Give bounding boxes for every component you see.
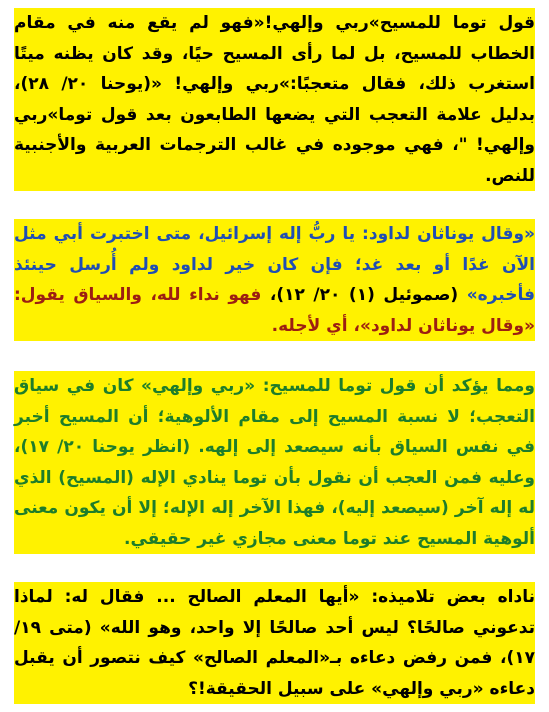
paragraph-jonathan-david xyxy=(14,219,535,341)
paragraph-good-teacher: ناداه بعض تلاميذه: «أيها المعلم الصالح ... فقال له: لماذا تدعوني صالحًا؟ ليس أحد صالحًا إلا واحد، وهو الله» (متى ١٩/ ١٧)، فمن رفض دعاءه بـ«المعلم الصالح» كيف نتصور أن يقبل دعاءه «ربي وإلهي» على سبيل الحقيقة!؟ xyxy=(14,582,535,704)
paragraph-thomas-exclamation: قول توما للمسيح»ربي وإلهي!«فهو لم يقع منه في مقام الخطاب للمسيح، بل لما رأى المسيح حيًا، وقد كان يظنه ميتًا استغرب ذلك، فقال متعجبًا:»ربي وإلهي! «(يوحنا ٢٠/ ٢٨)، بدليل علامة التعجب التي يضعها الطابعون بعد قول توما»ربي وإلهي! "، فهي موجوده في غالب الترجمات العربية والأجنبية للنص. xyxy=(14,8,535,191)
jonathan-quote: «وقال يوناثان لداود: يا ربُّ إله إسرائيل، متى اختبرت أبي مثل الآن غدًا أو بعد غد؛ فإن كان خير لداود ولم أُرسل حينئذ فأخبره» xyxy=(14,224,535,305)
context-comment-quote: «وقال يوناثان لداود»، xyxy=(353,315,535,336)
samuel-reference: (صموئيل (١) ٢٠/ ١٢)، xyxy=(269,285,459,305)
context-comment: فهو نداء لله، والسياق يقول: xyxy=(14,285,262,305)
paragraph-ascension-argument: ومما يؤكد أن قول توما للمسيح: «ربي وإلهي» كان في سياق التعجب؛ لا نسبة المسيح إلى مقام الألوهية؛ أن المسيح أخبر في نفس السياق بأنه سيصعد إلى إلهه. (انظر يوحنا ٢٠/ ١٧)، وعليه فمن العجب أن نقول بأن توما ينادي الإله (المسيح) الذي له إله آخر (سيصعد إليه)، فهذا الآخر إله الإله؛ إلا أن يكون معنى ألوهية المسيح عند توما معنى مجازي غير حقيقي. xyxy=(14,371,535,554)
context-comment-end: أي لأجله. xyxy=(271,315,348,336)
